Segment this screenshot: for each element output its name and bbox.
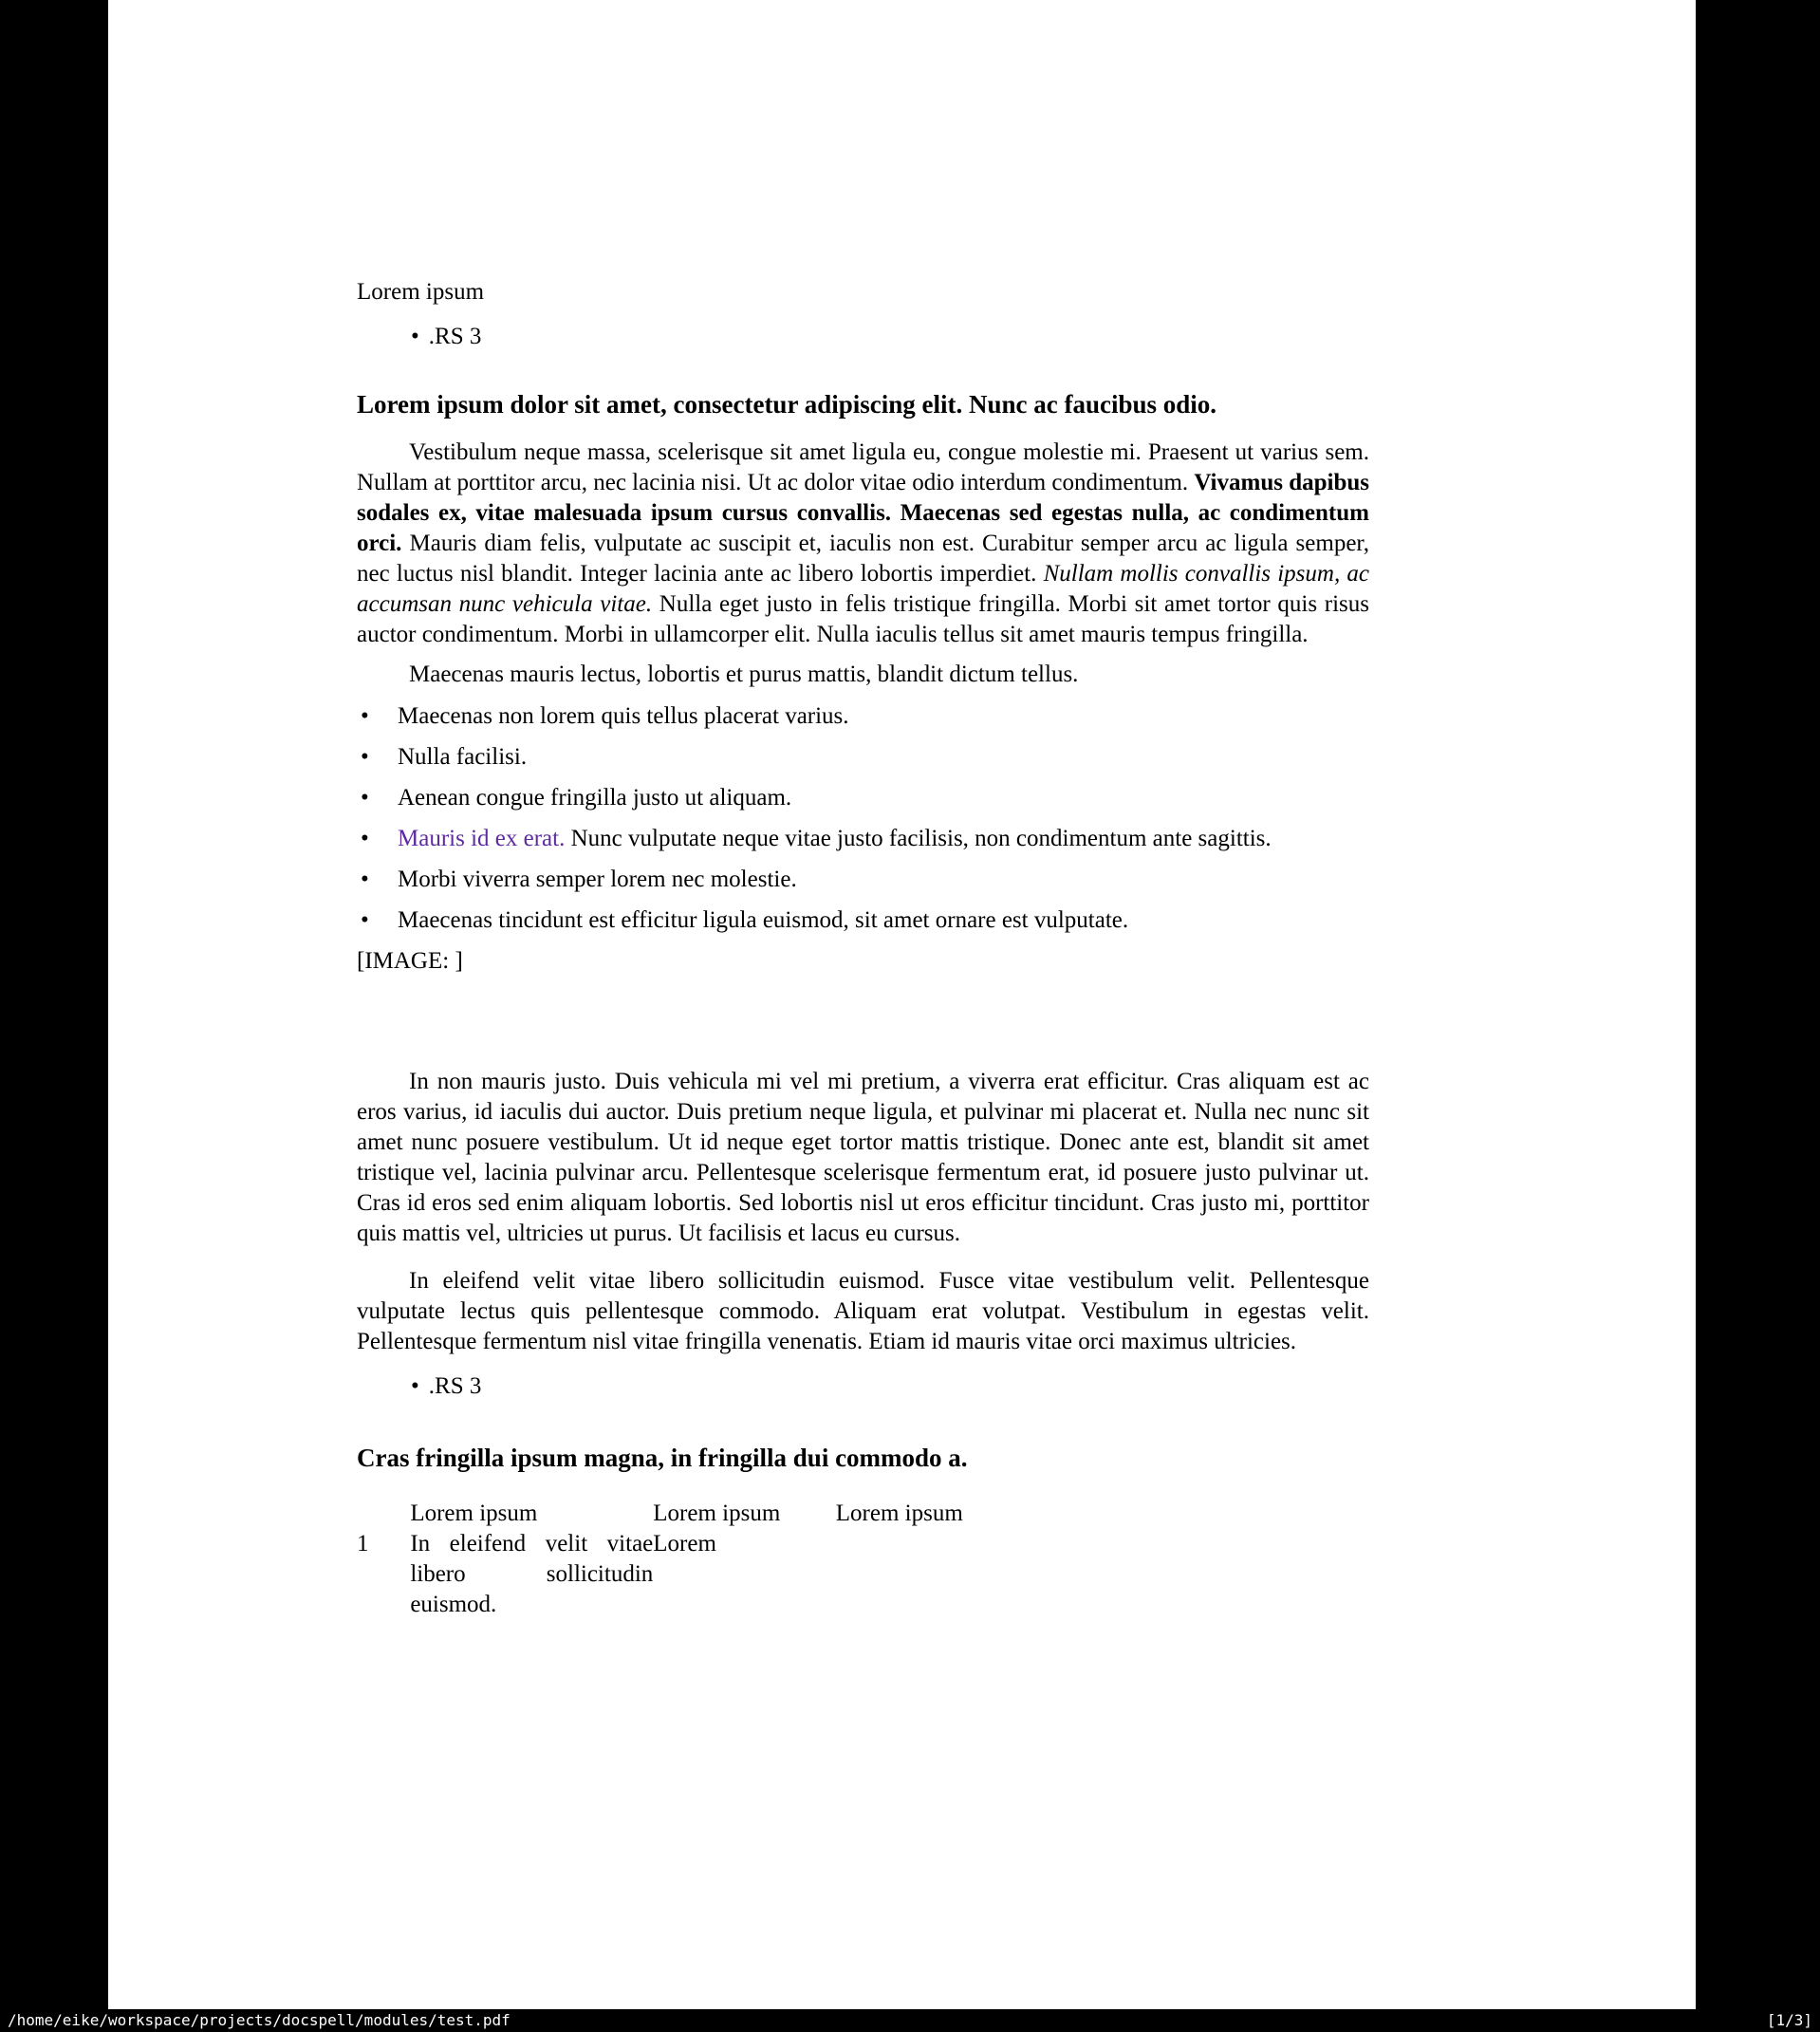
image-placeholder: [IMAGE: ] bbox=[357, 948, 463, 974]
text-segment: Aenean congue fringilla justo ut aliquam. bbox=[398, 785, 792, 811]
list-item bbox=[357, 783, 1369, 813]
table-header-cell: Lorem ipsum bbox=[653, 1501, 781, 1526]
bullet-icon: • bbox=[361, 826, 369, 851]
text-segment: Maecenas non lorem quis tellus placerat varius. bbox=[398, 703, 849, 729]
paragraph-2: Maecenas mauris lectus, lobortis et purus mattis, blandit dictum tellus. bbox=[409, 662, 1079, 687]
intro-label: Lorem ipsum bbox=[357, 279, 485, 305]
text-segment: Nullam mollis convallis ipsum, ac accumsan nunc vehicula vitae. bbox=[357, 561, 1370, 617]
bullet-icon: • bbox=[361, 907, 369, 933]
paragraph-3: In non mauris justo. Duis vehicula mi vel mi pretium, a viverra erat efficitur. Cras aliquam est ac eros varius, id iaculis dui auctor. Duis pretium neque ligula, et pulvinar mi placerat et. Nulla nec nunc sit amet nunc posuere vestibulum. Ut id neque eget tortor mattis tristique. Donec ante est, blandit sit amet tristique vel, lacinia pulvinar arcu. Pellentesque scelerisque fermentum erat, id posuere justo pulvinar ut. Cras id eros sed enim aliquam lobortis. Sed lobortis nisl ut eros efficitur tincidunt. Cras justo mi, porttitor quis mattis vel, ultricies ut purus. Ut facilisis et lacus eu cursus. bbox=[357, 1069, 1369, 1246]
text-segment: Nunc vulputate neque vitae justo facilisis, non condimentum ante sagittis. bbox=[565, 826, 1272, 851]
table-cell: In eleifend velit vitae libero sollicitudin euismod. bbox=[410, 1531, 654, 1617]
table-cell bbox=[836, 1529, 1087, 1620]
text-segment: Vivamus dapibus sodales ex, vitae malesuada ipsum cursus convallis. Maecenas sed egestas nulla, ac condimentum orci. bbox=[357, 470, 1369, 556]
bullet-icon: • bbox=[361, 785, 369, 811]
inline-link[interactable]: Mauris id ex erat. bbox=[398, 826, 566, 851]
section-heading-1: Lorem ipsum dolor sit amet, consectetur adipiscing elit. Nunc ac faucibus odio. bbox=[357, 390, 1217, 419]
rs-bullet-text: .RS 3 bbox=[428, 1373, 482, 1399]
list-item bbox=[357, 905, 1369, 936]
text-segment: Morbi viverra semper lorem nec molestie. bbox=[398, 867, 797, 892]
pdf-page bbox=[108, 0, 1696, 2009]
bullet-icon: • bbox=[411, 1373, 419, 1399]
paragraph-4: In eleifend velit vitae libero sollicitudin euismod. Fusce vitae vestibulum velit. Pellentesque vulputate lectus quis pellentesque commodo. Aliquam erat volutpat. Vestibulum in egestas velit. Pellentesque fermentum nisl vitae fringilla venenatis. Etiam id mauris vitae orci maximus ultricies. bbox=[357, 1268, 1369, 1354]
table-header-cell: Lorem ipsum bbox=[410, 1501, 538, 1526]
table-header-cell bbox=[357, 1499, 410, 1529]
text-segment: Nulla facilisi. bbox=[398, 744, 528, 770]
text-segment: Vestibulum neque massa, scelerisque sit amet ligula eu, congue molestie mi. Praesent ut varius sem. Nullam at porttitor arcu, nec lacinia nisi. Ut ac dolor vitae odio interdum condimentum. bbox=[357, 439, 1369, 495]
statusbar bbox=[0, 2009, 1820, 2032]
document-table bbox=[357, 1499, 1087, 1620]
table-row bbox=[357, 1529, 1087, 1620]
bullet-icon: • bbox=[411, 324, 419, 349]
text-segment: Maecenas tincidunt est efficitur ligula euismod, sit amet ornare est vulputate. bbox=[398, 907, 1129, 933]
table-cell: 1 bbox=[357, 1531, 369, 1557]
bullet-icon: • bbox=[361, 703, 369, 729]
section-heading-2: Cras fringilla ipsum magna, in fringilla dui commodo a. bbox=[357, 1444, 968, 1472]
bullet-icon: • bbox=[361, 744, 369, 770]
paragraph-1 bbox=[357, 438, 1369, 650]
table-cell: Lorem bbox=[653, 1531, 716, 1557]
statusbar-page-indicator: [1/3] bbox=[1766, 2011, 1812, 2029]
page-content bbox=[357, 0, 1369, 1620]
text-segment: Nulla eget justo in felis tristique fringilla. Morbi sit amet tortor quis risus auctor condimentum. Morbi in ullamcorper elit. Nulla iaculis tellus sit amet mauris tempus fringilla. bbox=[357, 591, 1369, 647]
bullet-icon: • bbox=[361, 867, 369, 892]
list-item bbox=[357, 742, 1369, 773]
list-item bbox=[357, 865, 1369, 895]
table-header-row bbox=[357, 1499, 1087, 1529]
rs-bullet-text: .RS 3 bbox=[428, 324, 482, 349]
rs-bullet-line-2 bbox=[357, 1371, 1369, 1402]
text-segment: Mauris diam felis, vulputate ac suscipit et, iaculis non est. Curabitur semper arcu ac ligula semper, nec luctus nisl blandit. Integer lacinia ante ac libero lobortis imperdiet. bbox=[357, 531, 1369, 587]
list-item bbox=[357, 701, 1369, 732]
table-header-cell: Lorem ipsum bbox=[835, 1501, 963, 1526]
rs-bullet-line-1 bbox=[357, 322, 1369, 352]
bullet-list bbox=[357, 701, 1369, 936]
list-item bbox=[357, 824, 1369, 854]
statusbar-file-path: /home/eike/workspace/projects/docspell/modules/test.pdf bbox=[8, 2011, 511, 2029]
